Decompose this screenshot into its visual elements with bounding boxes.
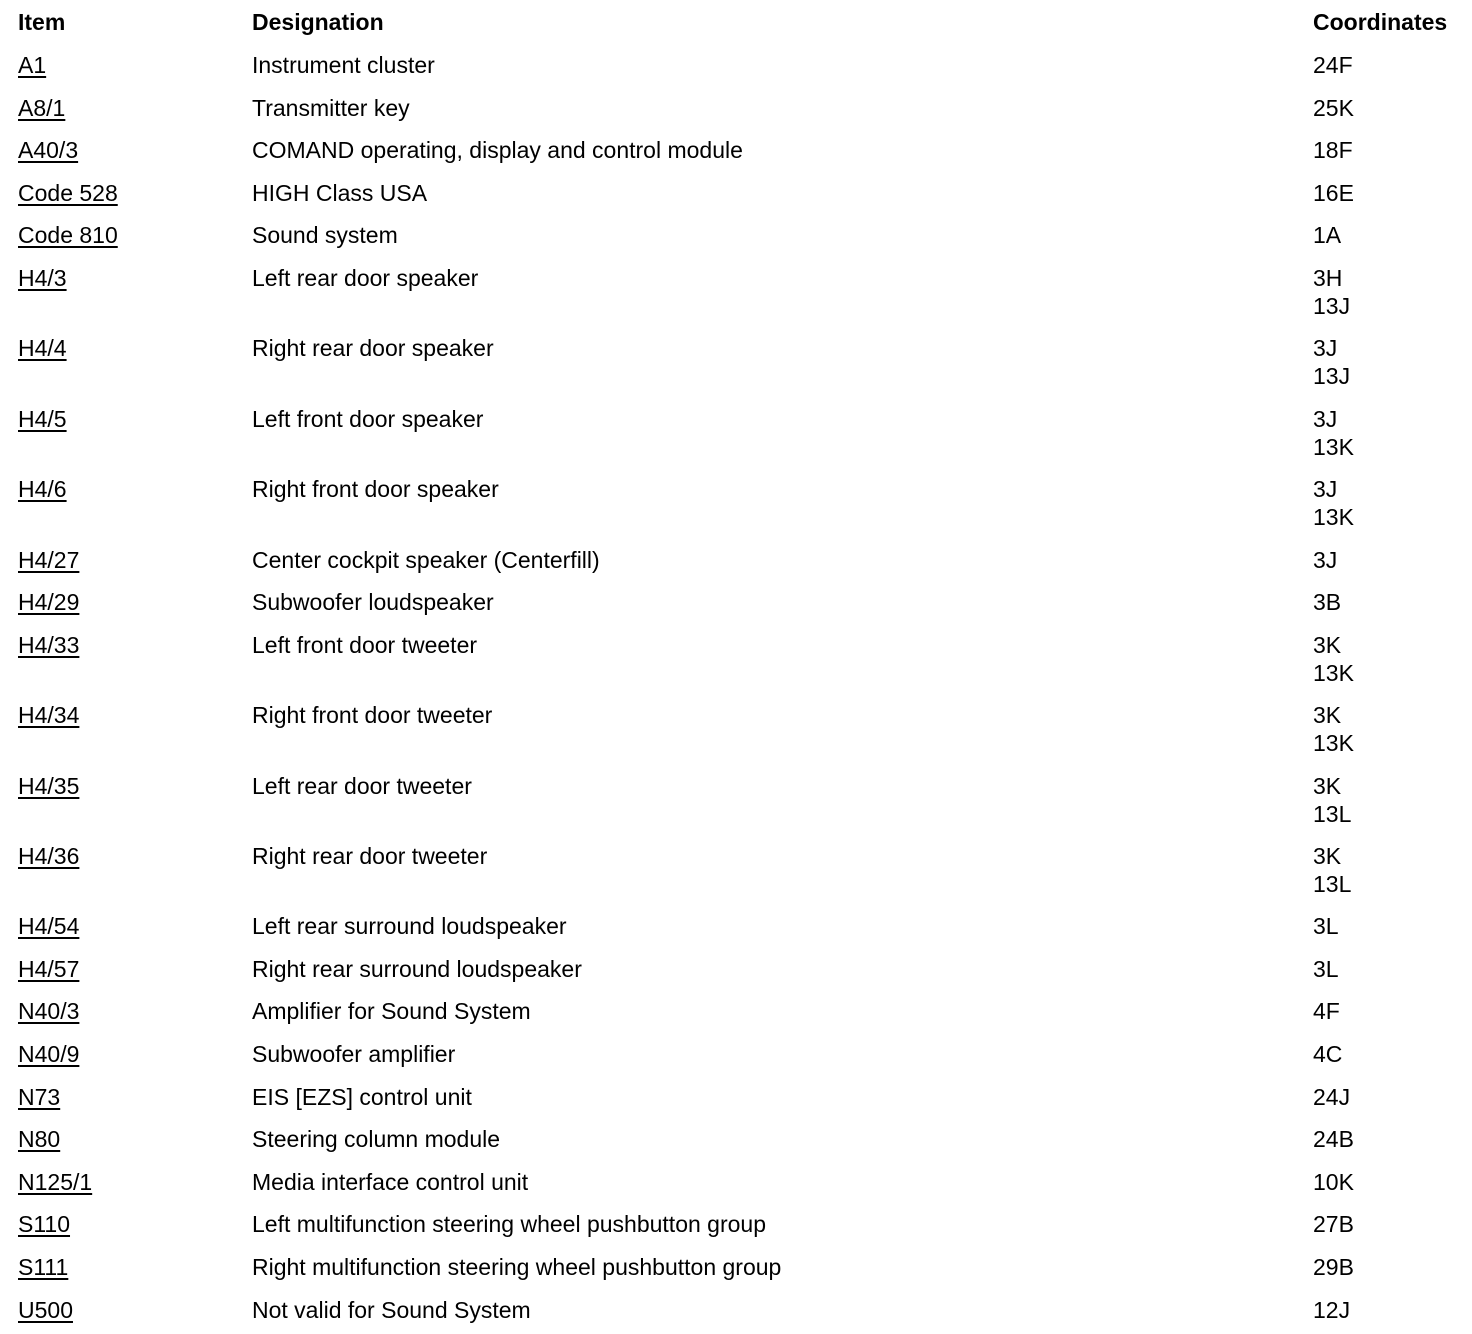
item-link[interactable]: H4/5: [18, 405, 67, 432]
item-link[interactable]: N40/9: [18, 1041, 80, 1068]
designation-text: Instrument cluster: [252, 52, 435, 78]
item-link[interactable]: N80: [18, 1126, 61, 1153]
coordinates-cell: [1313, 1125, 1354, 1153]
table-body: [18, 44, 1468, 1331]
coordinate-value: 24J: [1313, 1083, 1351, 1110]
item-link[interactable]: S110: [18, 1211, 71, 1238]
item-link[interactable]: H4/57: [18, 955, 80, 982]
item-link[interactable]: A8/1: [18, 94, 66, 121]
table-row: [18, 1076, 1468, 1119]
designation-text: Sound system: [252, 222, 398, 249]
item-link[interactable]: N125/1: [18, 1168, 93, 1195]
table-row: [18, 1161, 1468, 1204]
coordinate-value: 3B: [1313, 589, 1342, 616]
designation-text: Subwoofer amplifier: [252, 1041, 456, 1068]
coordinates-cell: [1313, 179, 1354, 207]
coordinate-value: 24B: [1313, 1126, 1354, 1153]
table-row: [18, 905, 1468, 948]
item-link[interactable]: H4/36: [18, 842, 80, 869]
item-link[interactable]: H4/6: [18, 476, 67, 503]
designation-text: Left rear door speaker: [252, 264, 479, 291]
designation-text: Right front door tweeter: [252, 702, 493, 729]
coordinate-value: 3H: [1313, 264, 1343, 291]
designation-text: Left front door speaker: [252, 405, 484, 432]
coordinate-value: 13L: [1313, 870, 1352, 897]
item-link[interactable]: S111: [18, 1254, 69, 1281]
table-row: [18, 172, 1468, 215]
coordinates-cell: [1313, 1253, 1354, 1281]
item-link[interactable]: H4/54: [18, 913, 80, 940]
designation-text: COMAND operating, display and control module: [252, 137, 743, 164]
header-designation: Designation: [252, 9, 384, 35]
designation-text: Left multifunction steering wheel pushbutton group: [252, 1211, 766, 1238]
designation-text: Transmitter key: [252, 94, 410, 121]
table-row: [18, 398, 1468, 468]
designation-text: Amplifier for Sound System: [252, 998, 531, 1025]
item-link[interactable]: H4/4: [18, 335, 67, 362]
coordinates-cell: [1313, 1210, 1354, 1238]
designation-text: Center cockpit speaker (Centerfill): [252, 546, 600, 573]
coordinates-cell: [1313, 405, 1354, 461]
coordinate-value: 3K: [1313, 702, 1342, 729]
coordinate-value: 3K: [1313, 842, 1342, 869]
coordinate-value: 3L: [1313, 955, 1339, 982]
table-row: [18, 1118, 1468, 1161]
coordinates-cell: [1313, 1083, 1350, 1111]
coordinates-cell: [1313, 701, 1354, 757]
coordinates-cell: [1313, 1040, 1342, 1068]
coordinate-value: 3J: [1313, 476, 1338, 503]
coordinates-cell: [1313, 955, 1339, 983]
coordinate-value: 24F: [1313, 52, 1353, 78]
coordinate-value: 13L: [1313, 800, 1352, 827]
coordinate-value: 3K: [1313, 631, 1342, 658]
designation-text: HIGH Class USA: [252, 179, 428, 206]
designation-text: Right front door speaker: [252, 476, 499, 503]
coordinates-cell: [1313, 221, 1341, 249]
header-item: Item: [18, 9, 66, 35]
table-row: [18, 948, 1468, 991]
item-link[interactable]: H4/3: [18, 264, 67, 291]
item-link[interactable]: H4/29: [18, 589, 80, 616]
designation-text: Steering column module: [252, 1126, 501, 1153]
item-link[interactable]: N73: [18, 1083, 61, 1110]
coordinates-cell: [1313, 772, 1351, 828]
item-link[interactable]: Code 528: [18, 179, 118, 206]
coordinates-cell: [1313, 136, 1353, 164]
coordinates-cell: [1313, 842, 1351, 898]
coordinate-value: 13K: [1313, 730, 1354, 757]
header-coordinates: Coordinates: [1313, 9, 1448, 35]
coordinate-value: 3L: [1313, 913, 1339, 940]
coordinates-cell: [1313, 94, 1354, 122]
table-row: [18, 624, 1468, 694]
table-row: [18, 1203, 1468, 1246]
coordinate-value: 3J: [1313, 405, 1338, 432]
table-row: [18, 694, 1468, 764]
table-row: [18, 581, 1468, 624]
designation-text: EIS [EZS] control unit: [252, 1083, 472, 1110]
coordinate-value: 3J: [1313, 335, 1338, 362]
coordinate-value: 10K: [1313, 1168, 1354, 1195]
coordinate-value: 13J: [1313, 363, 1351, 390]
item-link[interactable]: Code 810: [18, 222, 118, 249]
coordinates-cell: [1313, 997, 1340, 1025]
designation-text: Subwoofer loudspeaker: [252, 589, 494, 616]
coordinates-cell: [1313, 334, 1350, 390]
table-row: [18, 1289, 1468, 1332]
item-link[interactable]: U500: [18, 1296, 73, 1323]
coordinates-cell: [1313, 546, 1337, 574]
item-link[interactable]: A1: [18, 52, 47, 78]
designation-text: Media interface control unit: [252, 1168, 529, 1195]
coordinate-value: 3J: [1313, 546, 1338, 573]
designation-text: Left front door tweeter: [252, 631, 478, 658]
coordinates-cell: [1313, 912, 1339, 940]
coordinates-cell: [1313, 588, 1341, 616]
coordinate-value: 4F: [1313, 998, 1340, 1025]
coordinate-value: 13K: [1313, 433, 1354, 460]
coordinates-cell: [1313, 475, 1354, 531]
table-row: [18, 539, 1468, 582]
table-row: [18, 1033, 1468, 1076]
coordinates-cell: [1313, 631, 1354, 687]
designation-text: Left rear door tweeter: [252, 772, 472, 799]
table-row: [18, 129, 1468, 172]
table-row: [18, 257, 1468, 327]
coordinate-value: 12J: [1313, 1296, 1351, 1323]
designation-text: Not valid for Sound System: [252, 1296, 531, 1323]
coordinate-value: 16E: [1313, 179, 1354, 206]
coordinate-value: 25K: [1313, 94, 1354, 121]
coordinate-value: 3K: [1313, 772, 1342, 799]
coordinate-value: 13K: [1313, 659, 1354, 686]
component-legend-table: [18, 0, 1468, 1331]
designation-text: Right multifunction steering wheel pushbutton group: [252, 1254, 782, 1281]
table-row: [18, 214, 1468, 257]
coordinate-value: 13K: [1313, 504, 1354, 531]
table-header: [18, 0, 1468, 44]
coordinate-value: 18F: [1313, 137, 1353, 164]
item-link[interactable]: N40/3: [18, 998, 80, 1025]
item-link[interactable]: H4/35: [18, 772, 80, 799]
coordinates-cell: [1313, 51, 1353, 79]
coordinates-cell: [1313, 264, 1350, 320]
coordinate-value: 27B: [1313, 1211, 1354, 1238]
item-link[interactable]: A40/3: [18, 137, 79, 164]
coordinate-value: 13J: [1313, 292, 1351, 319]
coordinates-cell: [1313, 1296, 1350, 1324]
table-row: [18, 87, 1468, 130]
item-link[interactable]: H4/27: [18, 546, 80, 573]
designation-text: Right rear door tweeter: [252, 842, 488, 869]
table-row: [18, 990, 1468, 1033]
table-row: [18, 765, 1468, 835]
table-row: [18, 327, 1468, 397]
designation-text: Right rear door speaker: [252, 335, 494, 362]
designation-text: Right rear surround loudspeaker: [252, 955, 582, 982]
designation-text: Left rear surround loudspeaker: [252, 913, 567, 940]
coordinate-value: 4C: [1313, 1041, 1343, 1068]
item-link[interactable]: H4/33: [18, 631, 80, 658]
table-row: [18, 835, 1468, 905]
item-link[interactable]: H4/34: [18, 702, 80, 729]
table-row: [18, 1246, 1468, 1289]
table-row: [18, 44, 1468, 87]
coordinates-cell: [1313, 1168, 1354, 1196]
coordinate-value: 1A: [1313, 222, 1342, 249]
coordinate-value: 29B: [1313, 1254, 1354, 1281]
table-row: [18, 468, 1468, 538]
